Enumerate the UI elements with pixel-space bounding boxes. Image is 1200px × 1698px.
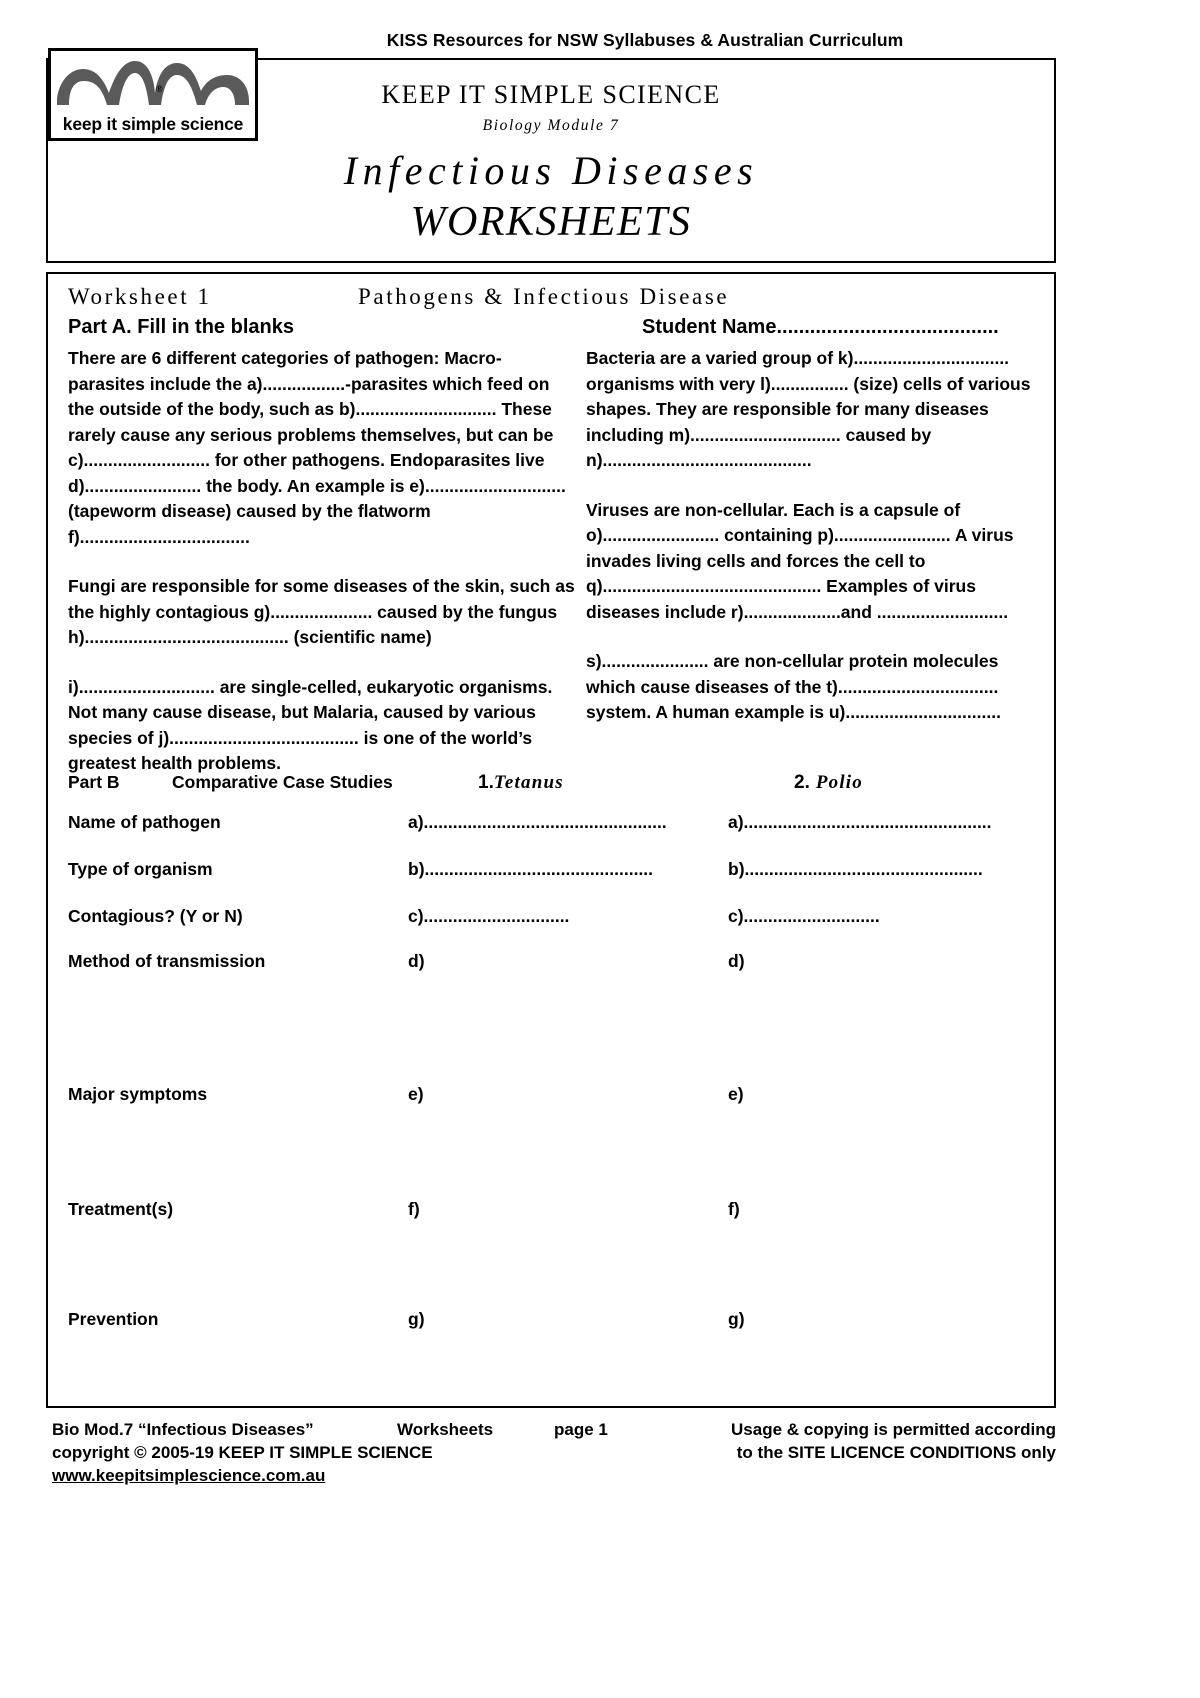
part-b-row (68, 859, 1038, 906)
part-b-row-label: Major symptoms (68, 1084, 208, 1104)
part-b-row (68, 1199, 1038, 1309)
brand-title: KEEP IT SIMPLE SCIENCE (381, 80, 721, 109)
part-b-row-label: Prevention (68, 1309, 159, 1329)
part-a-left-column (68, 346, 578, 777)
part-b-row (68, 1309, 1038, 1399)
worksheet-number: Worksheet 1 (68, 284, 212, 309)
part-b-answer-case-1[interactable]: a).................................................. (408, 812, 667, 832)
case-1-number: 1. (478, 772, 494, 793)
footer-usage-line-1: Usage & copying is permitted according (731, 1420, 1056, 1439)
part-b-answer-case-2[interactable]: b)................................................. (728, 859, 983, 879)
case-1-name: Tetanus (493, 772, 564, 793)
part-b-row-label: Method of transmission (68, 951, 266, 971)
student-name-blank: ........................................ (776, 316, 999, 338)
part-b-row-label: Contagious? (Y or N) (68, 906, 243, 926)
part-a-heading: Part A. Fill in the blanks (68, 316, 294, 338)
part-b-section (68, 772, 1038, 1399)
part-b-row-label: Type of organism (68, 859, 213, 879)
part-a-right-column (586, 346, 1046, 726)
document-title: Infectious Diseases (343, 148, 759, 193)
double-hump-logo-icon (51, 53, 255, 109)
footer-right (686, 1418, 1056, 1464)
paragraph: s)...................... are non-cellular protein molecules which cause diseases of the t)................................. system. A human example is u)................................ (586, 651, 1001, 722)
worksheet-body-box (46, 272, 1056, 1408)
student-name-label: Student Name (642, 316, 777, 338)
module-subtitle: Biology Module 7 (482, 117, 620, 134)
logo-caption: keep it simple science (62, 114, 244, 134)
part-b-answer-case-1[interactable]: g) (408, 1309, 425, 1329)
part-b-answer-case-1[interactable]: d) (408, 951, 425, 971)
part-b-answer-case-2[interactable]: g) (728, 1309, 745, 1329)
case-2-name: Polio (815, 772, 863, 793)
part-b-rows (68, 812, 1038, 1399)
part-b-answer-case-2[interactable]: d) (728, 951, 745, 971)
footer-doc-title: Bio Mod.7 “Infectious Diseases” (52, 1420, 314, 1439)
part-b-label: Part B (68, 772, 120, 792)
part-b-answer-case-2[interactable]: a)................................................... (728, 812, 992, 832)
footer-usage-line-2: to the SITE LICENCE CONDITIONS only (736, 1443, 1056, 1462)
footer-page-number: page 1 (554, 1420, 608, 1439)
footer-row-1 (52, 1418, 692, 1441)
footer-website-link[interactable]: www.keepitsimplescience.com.au (52, 1466, 326, 1485)
part-b-answer-case-2[interactable]: c)............................ (728, 906, 880, 926)
footer-left (52, 1418, 692, 1487)
part-b-answer-case-1[interactable]: e) (408, 1084, 424, 1104)
worksheet-topic: Pathogens & Infectious Disease (358, 284, 730, 309)
part-b-row-label: Treatment(s) (68, 1199, 174, 1219)
document-subtitle: WORKSHEETS (410, 199, 692, 245)
part-b-answer-case-2[interactable]: e) (728, 1084, 744, 1104)
paragraph: i)............................ are single-celled, eukaryotic organisms. Not many cause disease, but Malaria, caused by various species of j)....................................... is one of the world’s greatest health problems. (68, 676, 553, 773)
part-b-answer-case-2[interactable]: f) (728, 1199, 740, 1219)
paragraph: Viruses are non-cellular. Each is a capsule of o)........................ containing p)........................ A virus invades living cells and forces the cell to q)............................................. Examples of virus diseases include r)....................and ........................... (586, 499, 1014, 622)
resources-banner: KISS Resources for NSW Syllabuses & Australian Curriculum (386, 30, 904, 50)
paragraph: Bacteria are a varied group of k)................................ organisms with very l)................ (size) cells of various shapes. They are responsible for many diseases including m)............................... caused by n)........................................... (586, 348, 1031, 470)
part-b-heading-row (68, 772, 1038, 812)
part-b-row (68, 1084, 1038, 1199)
part-b-title: Comparative Case Studies (172, 772, 393, 792)
paragraph: Fungi are responsible for some diseases of the skin, such as the highly contagious g)..................... caused by the fungus h).......................................... (scientific name) (68, 576, 575, 647)
part-b-answer-case-1[interactable]: b)............................................... (408, 859, 654, 879)
case-study-2-header (794, 772, 863, 794)
case-2-number: 2. (794, 772, 810, 793)
part-b-row (68, 906, 1038, 951)
part-b-answer-case-1[interactable]: f) (408, 1199, 420, 1219)
case-study-1-header (478, 772, 564, 794)
part-b-answer-case-1[interactable]: c).............................. (408, 906, 570, 926)
kiss-logo (48, 48, 258, 141)
part-b-row (68, 951, 1038, 1084)
worksheet-heading (68, 284, 1028, 310)
part-b-row-label: Name of pathogen (68, 812, 221, 832)
footer-worksheets-label: Worksheets (397, 1420, 494, 1439)
registered-trademark-icon: ® (156, 84, 163, 94)
part-b-row (68, 812, 1038, 859)
footer-copyright: copyright © 2005-19 KEEP IT SIMPLE SCIENCE (52, 1443, 433, 1462)
paragraph: There are 6 different categories of pathogen: Macro-parasites include the a).................-parasites which feed on the outside of the body, such as b)............................. These rarely cause any serious problems themselves, but can be c).......................... for other pathogens. Endoparasites live d)........................ the body. An example is e)............................. (tapeworm disease) caused by the flatworm f)................................... (68, 348, 566, 547)
student-name-field[interactable] (642, 316, 1082, 339)
